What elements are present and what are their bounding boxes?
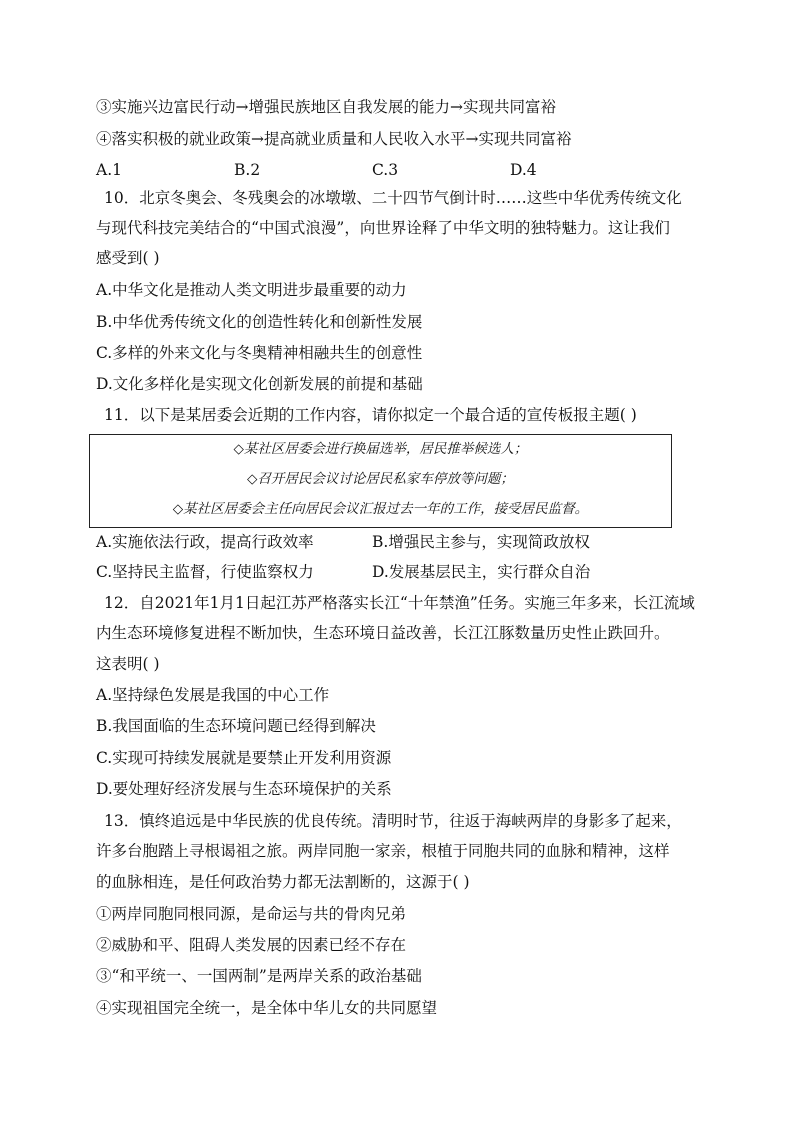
q13-statement-4: ④实现祖国完全统一，是全体中华儿女的共同愿望 [96, 999, 438, 1017]
q13-statement-1: ①两岸同胞同根同源，是命运与共的骨肉兄弟 [96, 905, 407, 923]
q11-stem: 11．以下是某居委会近期的工作内容，请你拟定一个最合适的宣传板报主题( ) [104, 406, 637, 424]
q10-option-b: B.中华优秀传统文化的创造性转化和创新性发展 [96, 313, 423, 331]
q10-stem-line2: 与现代科技完美结合的“中国式浪漫”，向世界诠释了中华文明的独特魅力。这让我们 [96, 219, 670, 237]
q12-option-a: A.坚持绿色发展是我国的中心工作 [96, 686, 330, 704]
q12-option-c: C.实现可持续发展就是要禁止开发利用资源 [96, 749, 392, 767]
q12-stem-line3: 这表明( ) [96, 655, 160, 673]
prev-statement-3: ③实施兴边富民行动→增强民族地区自我发展的能力→实现共同富裕 [96, 98, 556, 116]
q11-option-d: D.发展基层民主，实行群众自治 [372, 563, 591, 581]
q13-stem-line3: 的血脉相连，是任何政治势力都无法割断的，这源于( ) [96, 873, 470, 891]
prev-option-c: C.3 [372, 161, 399, 179]
q10-stem-line3: 感受到( ) [96, 249, 160, 267]
q13-stem-line2: 许多台胞踏上寻根谒祖之旅。两岸同胞一家亲，根植于同胞共同的血脉和精神，这样 [96, 842, 670, 860]
q11-box-item-1: ◇某社区居委会进行换届选举，居民推举候选人； [233, 441, 528, 457]
q11-box-item-2: ◇召开居民会议讨论居民私家车停放等问题； [247, 471, 514, 487]
q13-statement-3: ③“和平统一、一国两制”是两岸关系的政治基础 [96, 967, 422, 985]
q10-stem-line1: 10．北京冬奥会、冬残奥会的冰墩墩、二十四节气倒计时……这些中华优秀传统文化 [104, 189, 682, 207]
prev-option-a: A.1 [96, 161, 122, 179]
q12-stem-line2: 内生态环境修复进程不断加快，生态环境日益改善，长江江豚数量历史性止跌回升。 [96, 624, 670, 642]
q10-option-c: C.多样的外来文化与冬奥精神相融共生的创意性 [96, 344, 423, 362]
q13-statement-2: ②威胁和平、阻碍人类发展的因素已经不存在 [96, 936, 407, 954]
q11-option-a: A.实施依法行政，提高行政效率 [96, 533, 314, 551]
q12-stem-line1: 12．自2021年1月1日起江苏严格落实长江“十年禁渔”任务。实施三年多来，长江流域 [104, 594, 695, 612]
q10-option-d: D.文化多样化是实现文化创新发展的前提和基础 [96, 375, 423, 393]
prev-option-b: B.2 [234, 161, 261, 179]
q13-stem-line1: 13．慎终追远是中华民族的优良传统。清明时节，往返于海峡两岸的身影多了起来， [104, 812, 682, 830]
q10-option-a: A.中华文化是推动人类文明进步最重要的动力 [96, 281, 407, 299]
q12-option-b: B.我国面临的生态环境问题已经得到解决 [96, 717, 376, 735]
prev-statement-4: ④落实积极的就业政策→提高就业质量和人民收入水平→实现共同富裕 [96, 130, 572, 148]
prev-option-d: D.4 [510, 161, 537, 179]
q11-box-item-3: ◇某社区居委会主任向居民会议汇报过去一年的工作，接受居民监督。 [172, 501, 589, 517]
q11-material-box [89, 434, 672, 528]
q11-option-c: C.坚持民主监督，行使监察权力 [96, 563, 314, 581]
q11-option-b: B.增强民主参与，实现简政放权 [372, 533, 590, 551]
q12-option-d: D.要处理好经济发展与生态环境保护的关系 [96, 780, 392, 798]
